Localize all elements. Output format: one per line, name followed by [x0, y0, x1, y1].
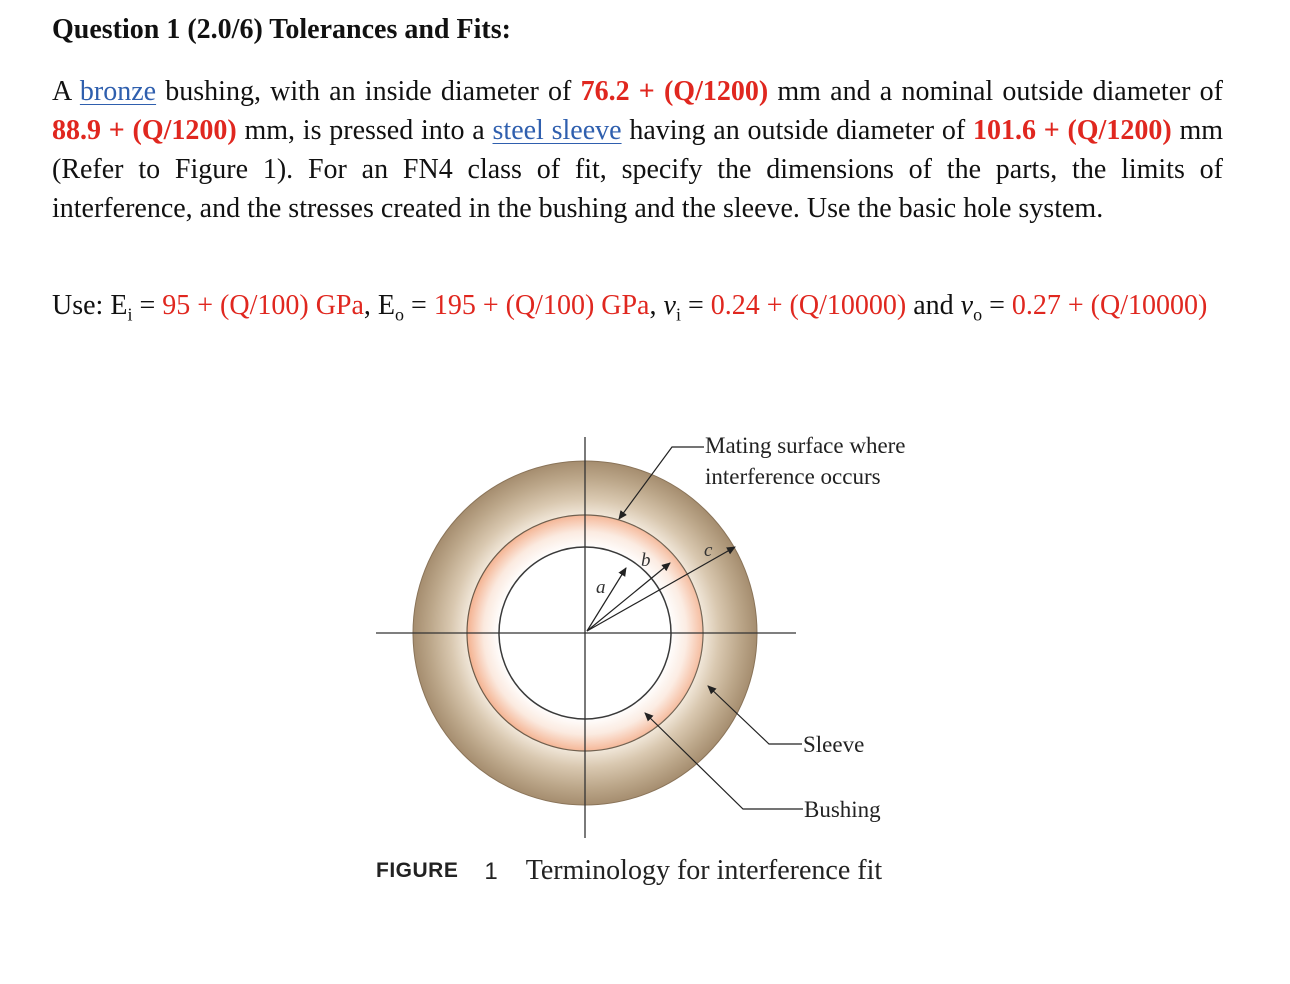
- steel-sleeve-link[interactable]: steel sleeve: [492, 115, 622, 146]
- text: =: [680, 290, 711, 321]
- label-c: c: [704, 540, 713, 561]
- outside-diameter-value: 88.9 + (Q/1200): [52, 115, 237, 146]
- label-bushing: Bushing: [804, 797, 881, 822]
- nu-symbol: ν: [960, 290, 974, 321]
- subscript: o: [973, 304, 983, 325]
- text: Use: E: [52, 290, 128, 321]
- text: , E: [363, 290, 396, 321]
- figure-caption-text: Terminology for interference fit: [525, 855, 883, 886]
- label-b: b: [641, 550, 651, 571]
- text: having an outside diameter of: [621, 115, 973, 146]
- text: =: [982, 290, 1012, 321]
- subscript: o: [395, 304, 405, 325]
- subscript: i: [127, 304, 133, 325]
- sleeve-outside-diameter-value: 101.6 + (Q/1200): [972, 115, 1172, 146]
- text: =: [132, 290, 163, 321]
- figure-caption-word: FIGURE: [376, 859, 459, 882]
- nu-symbol: ν: [663, 290, 676, 321]
- nuo-value: 0.27 + (Q/10000): [1011, 290, 1208, 321]
- label-mating-line2: interference occurs: [705, 464, 881, 489]
- inside-diameter-value: 76.2 + (Q/1200): [580, 76, 769, 107]
- text: mm and a nominal outside diameter of: [768, 76, 1223, 107]
- text: mm, is pressed into a: [236, 115, 493, 146]
- text: mm (Refer to Figure 1). For an FN4 class of fit, specify the dimensions of the parts, the limits of interference, and the stresses created in the bushing and the sleeve. Use the basic hole system.: [52, 115, 1223, 224]
- nui-value: 0.24 + (Q/10000): [710, 290, 907, 321]
- bronze-link[interactable]: bronze: [79, 76, 157, 107]
- label-mating-line1: Mating surface where: [705, 433, 906, 458]
- label-a: a: [596, 577, 606, 598]
- text: =: [404, 290, 434, 321]
- figure-caption-number: 1: [484, 858, 498, 885]
- text: ,: [649, 290, 664, 321]
- figure-caption: [376, 855, 882, 887]
- text: bushing, with an inside diameter of: [156, 76, 581, 107]
- text: and: [906, 290, 961, 321]
- question-heading: Question 1 (2.0/6) Tolerances and Fits:: [52, 14, 511, 45]
- eo-value: 195 + (Q/100) GPa: [433, 290, 650, 321]
- ei-value: 95 + (Q/100) GPa: [162, 290, 364, 321]
- subscript: i: [675, 304, 681, 325]
- text: A: [52, 76, 80, 107]
- label-sleeve: Sleeve: [803, 732, 865, 757]
